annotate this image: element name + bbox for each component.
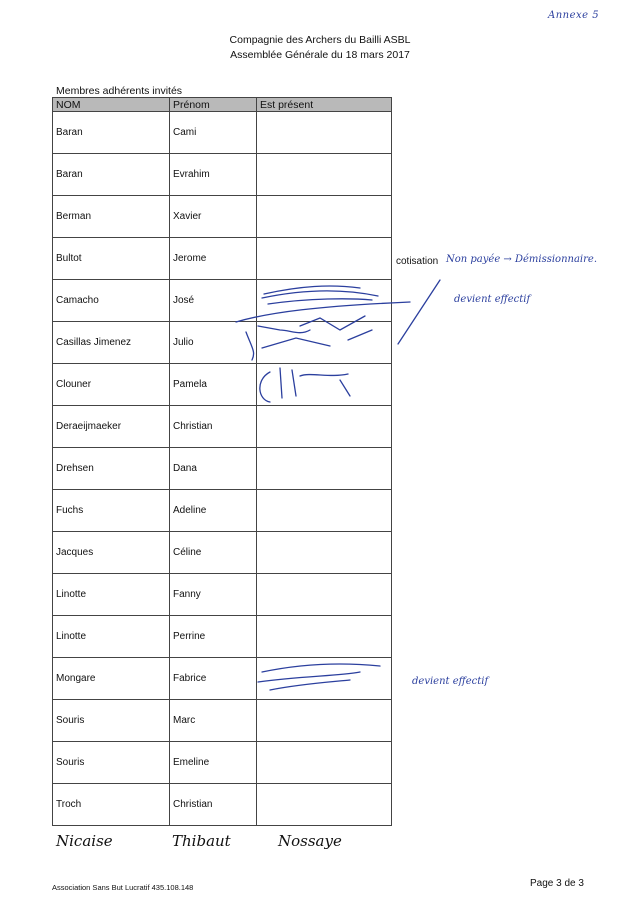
cell-prenom: Emeline xyxy=(170,742,257,784)
signature-3: Nossaye xyxy=(278,832,342,850)
column-header-present: Est présent xyxy=(257,98,392,112)
cell-nom: Casillas Jimenez xyxy=(53,322,170,364)
column-header-nom: NOM xyxy=(53,98,170,112)
cell-prenom: Dana xyxy=(170,448,257,490)
cell-prenom: Fabrice xyxy=(170,658,257,700)
cell-present xyxy=(257,280,392,322)
cell-prenom: Perrine xyxy=(170,616,257,658)
cell-nom: Linotte xyxy=(53,574,170,616)
cell-present xyxy=(257,574,392,616)
cell-present xyxy=(257,616,392,658)
page-number: Page 3 de 3 xyxy=(530,878,584,889)
cell-nom: Bultot xyxy=(53,238,170,280)
table-row xyxy=(53,532,392,574)
cell-present xyxy=(257,658,392,700)
table-row xyxy=(53,658,392,700)
cell-nom: Fuchs xyxy=(53,490,170,532)
cell-prenom: Evrahim xyxy=(170,154,257,196)
table-row xyxy=(53,616,392,658)
cell-prenom: Adeline xyxy=(170,490,257,532)
cell-nom: Troch xyxy=(53,784,170,826)
cell-present xyxy=(257,196,392,238)
cell-present xyxy=(257,322,392,364)
cell-present xyxy=(257,364,392,406)
members-table xyxy=(52,97,392,826)
cell-nom: Clouner xyxy=(53,364,170,406)
table-row xyxy=(53,322,392,364)
table-row xyxy=(53,364,392,406)
cell-prenom: Pamela xyxy=(170,364,257,406)
section-label: Membres adhérents invités xyxy=(56,85,183,97)
column-header-prenom: Prénom xyxy=(170,98,257,112)
table-row xyxy=(53,154,392,196)
cell-prenom: Marc xyxy=(170,700,257,742)
signature-2: Thibaut xyxy=(172,832,231,850)
cell-present xyxy=(257,238,392,280)
cell-nom: Souris xyxy=(53,700,170,742)
table-row xyxy=(53,280,392,322)
cell-prenom: Christian xyxy=(170,784,257,826)
cell-prenom: Julio xyxy=(170,322,257,364)
table-row xyxy=(53,574,392,616)
table-row xyxy=(53,742,392,784)
table-row xyxy=(53,784,392,826)
cell-present xyxy=(257,784,392,826)
cell-present xyxy=(257,742,392,784)
table-row xyxy=(53,406,392,448)
table-header-row xyxy=(53,98,392,112)
cell-present xyxy=(257,490,392,532)
cell-nom: Deraeijmaeker xyxy=(53,406,170,448)
cell-present xyxy=(257,700,392,742)
table-row xyxy=(53,448,392,490)
cell-prenom: Cami xyxy=(170,112,257,154)
meeting-title: Assemblée Générale du 18 mars 2017 xyxy=(230,49,410,61)
table-row xyxy=(53,112,392,154)
footer-association: Association Sans But Lucratif 435.108.148 xyxy=(52,883,194,892)
cell-prenom: Christian xyxy=(170,406,257,448)
signature-1: Nicaise xyxy=(56,832,113,850)
cell-nom: Linotte xyxy=(53,616,170,658)
cotisation-note: cotisation xyxy=(396,256,439,267)
cell-present xyxy=(257,448,392,490)
table-row xyxy=(53,238,392,280)
cell-nom: Baran xyxy=(53,112,170,154)
cotisation-handwritten-note: Non payée → Démissionnaire. xyxy=(446,254,597,265)
camacho-handwritten-note: devient effectif xyxy=(454,294,531,305)
cell-nom: Jacques xyxy=(53,532,170,574)
cell-nom: Berman xyxy=(53,196,170,238)
org-name: Compagnie des Archers du Bailli ASBL xyxy=(229,34,411,46)
document-header xyxy=(0,33,640,63)
cell-present xyxy=(257,154,392,196)
cell-prenom: Fanny xyxy=(170,574,257,616)
cell-prenom: Xavier xyxy=(170,196,257,238)
cell-nom: Drehsen xyxy=(53,448,170,490)
mongare-handwritten-note: devient effectif xyxy=(412,676,489,687)
cell-prenom: Céline xyxy=(170,532,257,574)
annex-label: Annexe 5 xyxy=(548,10,600,21)
cell-nom: Baran xyxy=(53,154,170,196)
table-row xyxy=(53,490,392,532)
cell-present xyxy=(257,532,392,574)
cell-present xyxy=(257,112,392,154)
cell-nom: Souris xyxy=(53,742,170,784)
cell-nom: Camacho xyxy=(53,280,170,322)
cell-prenom: José xyxy=(170,280,257,322)
cell-present xyxy=(257,406,392,448)
cell-prenom: Jerome xyxy=(170,238,257,280)
cell-nom: Mongare xyxy=(53,658,170,700)
table-row xyxy=(53,196,392,238)
table-row xyxy=(53,700,392,742)
